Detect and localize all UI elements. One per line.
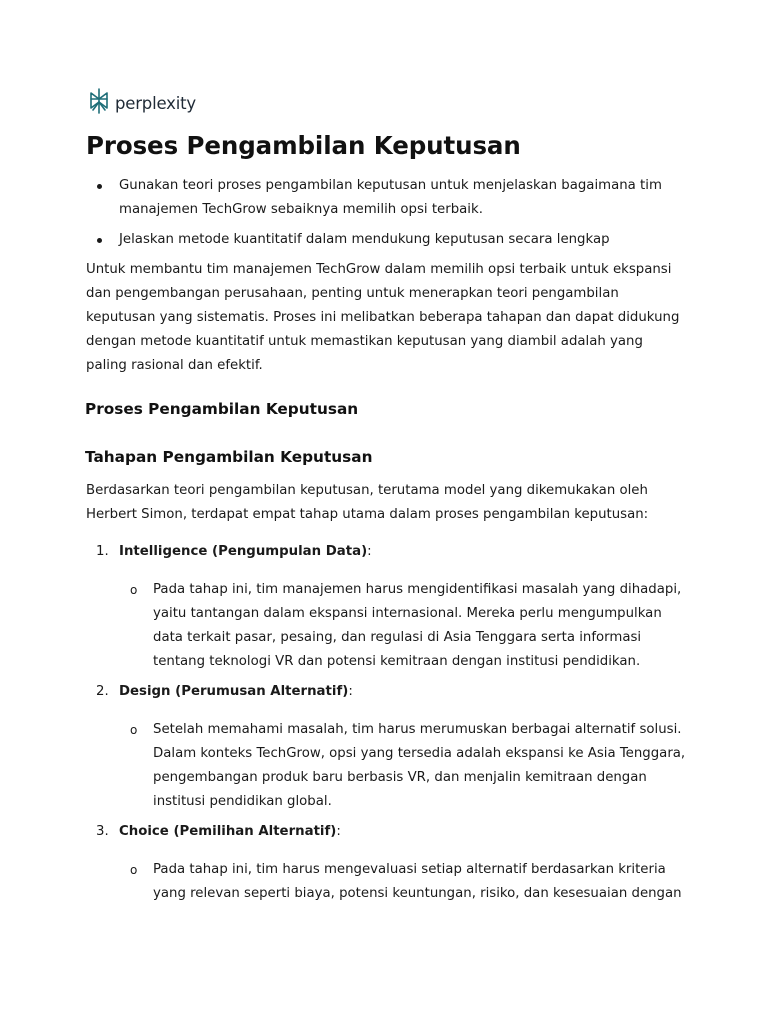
step-colon: : bbox=[348, 684, 353, 699]
step-heading bbox=[119, 680, 353, 704]
step-heading bbox=[119, 820, 341, 844]
perplexity-logo-icon bbox=[88, 88, 110, 118]
perplexity-logo bbox=[88, 88, 196, 118]
circle-bullet-icon: o bbox=[130, 863, 138, 877]
step-colon: : bbox=[367, 544, 372, 559]
logo-text: perplexity bbox=[115, 93, 196, 113]
step-detail-text: Pada tahap ini, tim harus mengevaluasi setiap alternatif berdasarkan kriteria yang relevan seperti biaya, potensi keuntungan, risiko, dan kesesuaian dengan bbox=[153, 862, 682, 901]
step-title: Choice (Pemilihan Alternatif) bbox=[119, 824, 337, 839]
intro-paragraph: Untuk membantu tim manajemen TechGrow dalam memilih opsi terbaik untuk ekspansi dan pengembangan perusahaan, penting untuk menerapkan teori pengambilan keputusan yang sistematis. Proses ini melibatkan beberapa tahapan dan dapat didukung dengan metode kuantitatif untuk memastikan keputusan yang diambil adalah yang paling rasional dan efektif. bbox=[86, 262, 680, 373]
step-detail-text: Setelah memahami masalah, tim harus merumuskan berbagai alternatif solusi. Dalam konteks TechGrow, opsi yang tersedia adalah ekspansi ke Asia Tenggara, pengembangan produk baru berbasis VR, dan menjalin kemitraan dengan institusi pendidikan global. bbox=[153, 722, 686, 809]
page-title: Proses Pengambilan Keputusan bbox=[86, 131, 521, 160]
step-number: 1. bbox=[96, 544, 109, 559]
bullet-item: Jelaskan metode kuantitatif dalam mendukung keputusan secara lengkap bbox=[86, 228, 686, 252]
subsection-heading: Tahapan Pengambilan Keputusan bbox=[85, 448, 373, 466]
bullet-item: Gunakan teori proses pengambilan keputusan untuk menjelaskan bagaimana tim manajemen TechGrow sebaiknya memilih opsi terbaik. bbox=[86, 174, 686, 222]
step-number: 3. bbox=[96, 824, 109, 839]
step-title: Design (Perumusan Alternatif) bbox=[119, 684, 349, 699]
step-colon: : bbox=[336, 824, 341, 839]
section-heading: Proses Pengambilan Keputusan bbox=[85, 400, 359, 418]
circle-bullet-icon: o bbox=[130, 723, 138, 737]
step-detail-text: Pada tahap ini, tim manajemen harus mengidentifikasi masalah yang dihadapi, yaitu tantangan dalam ekspansi internasional. Mereka perlu mengumpulkan data terkait pasar, pesaing, dan regulasi di Asia Tenggara serta informasi tentang teknologi VR dan potensi kemitraan dengan institusi pendidikan. bbox=[153, 582, 682, 669]
step-title: Intelligence (Pengumpulan Data) bbox=[119, 544, 368, 559]
simon-paragraph: Berdasarkan teori pengambilan keputusan, terutama model yang dikemukakan oleh Herbert Simon, terdapat empat tahap utama dalam proses pengambilan keputusan: bbox=[86, 483, 649, 522]
step-number: 2. bbox=[96, 684, 109, 699]
step-heading bbox=[119, 540, 372, 564]
bullet-list bbox=[86, 174, 686, 252]
circle-bullet-icon: o bbox=[130, 583, 138, 597]
